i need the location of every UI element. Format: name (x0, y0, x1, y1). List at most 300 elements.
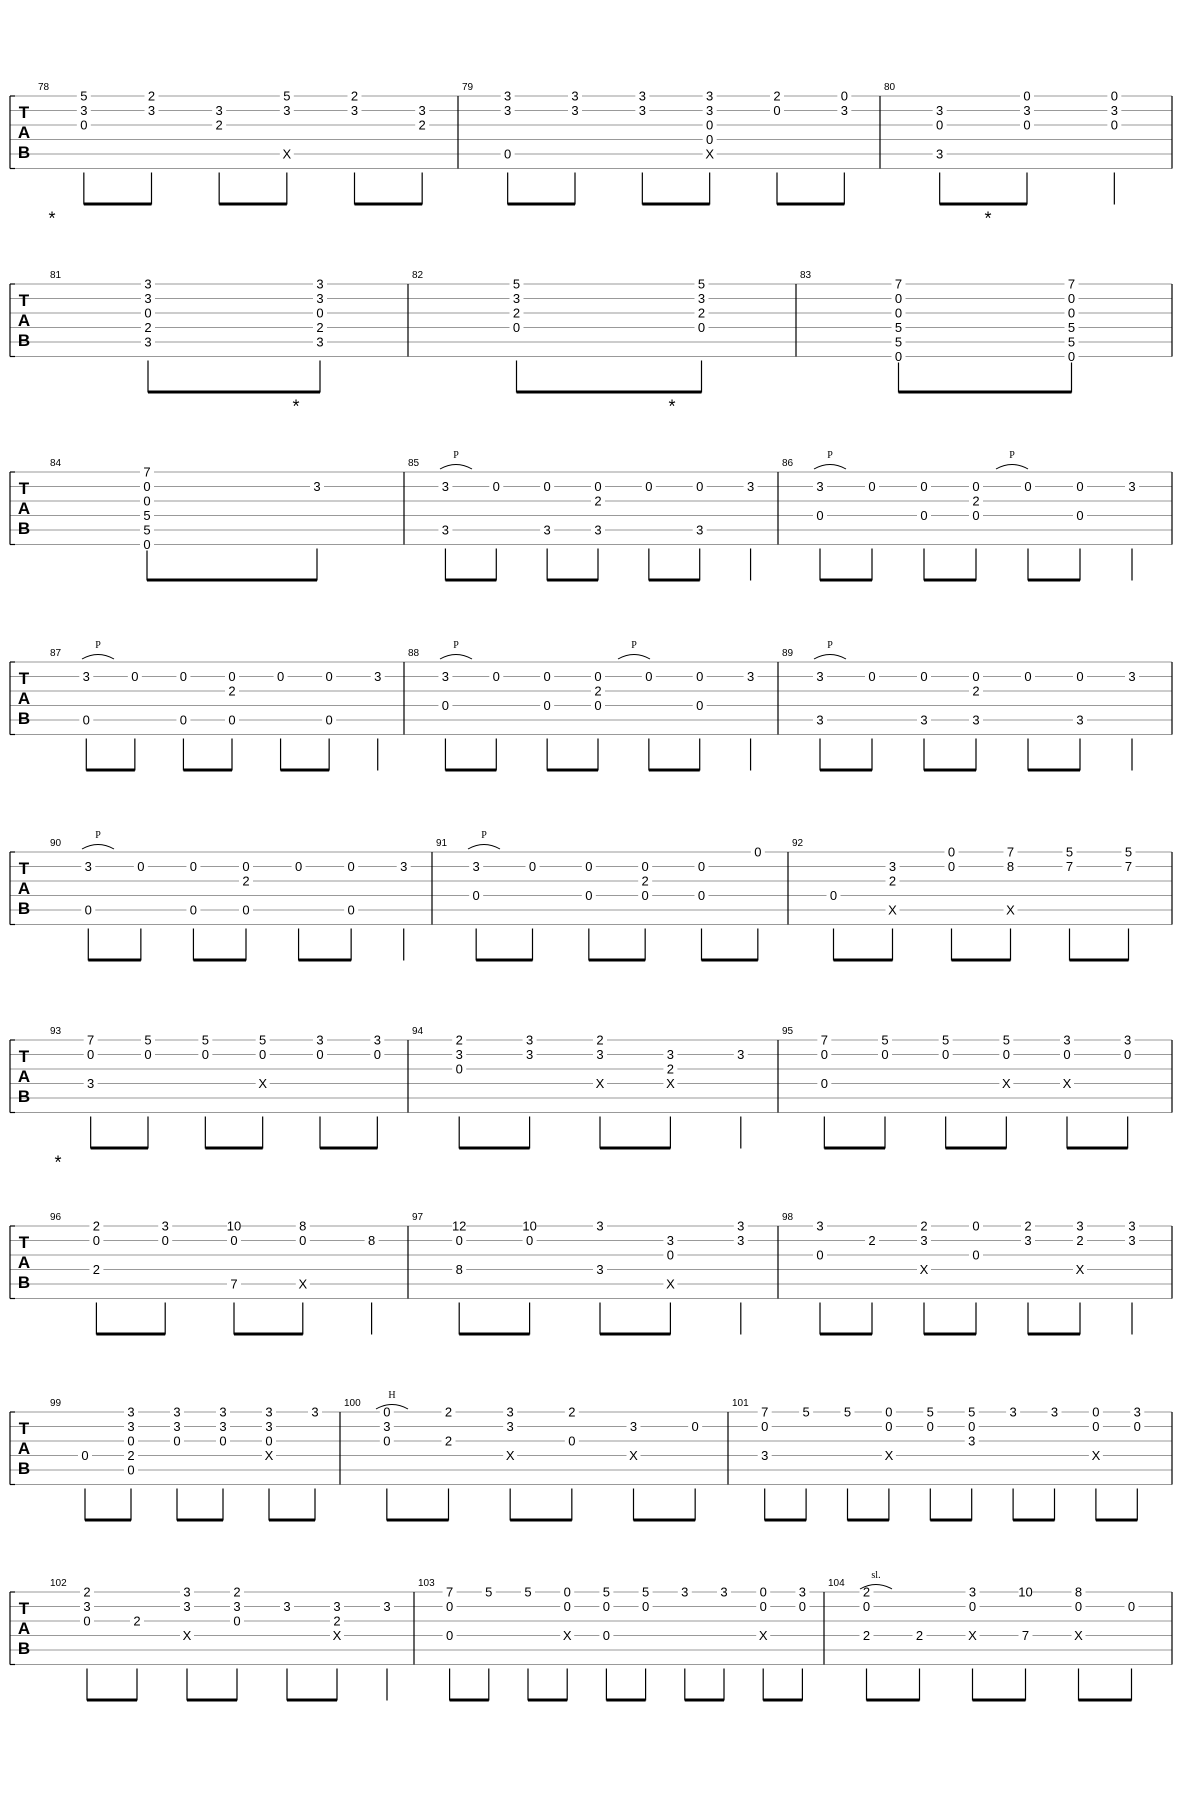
fret-number: 0 (161, 1233, 169, 1248)
fret-number: 0 (512, 320, 521, 335)
tab-clef-letter: T (18, 1419, 30, 1438)
tab-clef-letter: A (17, 123, 31, 142)
tab-clef-letter: B (17, 1273, 31, 1292)
fret-number: 8 (455, 1262, 463, 1277)
measure-number: 83 (800, 270, 812, 281)
note-beam (528, 1699, 567, 1702)
fret-number: 0 (972, 1247, 980, 1263)
fret-number: 3 (638, 103, 646, 118)
fret-number: 0 (233, 1613, 241, 1629)
tab-clef-letter: T (18, 1233, 30, 1252)
tab-clef-letter: T (18, 103, 30, 122)
note-beam (234, 1333, 303, 1336)
fret-number: 7 (445, 1584, 454, 1600)
technique-arc (468, 845, 500, 850)
note-beam (924, 1333, 976, 1336)
fret-number: 0 (92, 1233, 101, 1248)
fret-number: 0 (276, 669, 285, 684)
note-beam (88, 959, 141, 962)
fret-number: 0 (189, 902, 198, 918)
note-beam (1079, 1699, 1132, 1702)
fret-number: 0 (645, 669, 653, 684)
note-beam (946, 1147, 1007, 1150)
fret-number: 2 (127, 1448, 135, 1463)
note-beam (777, 203, 844, 206)
note-beam (685, 1699, 724, 1702)
fret-number: 3 (737, 1233, 745, 1248)
fret-number: 3 (746, 479, 755, 494)
fret-number: X (298, 1276, 308, 1292)
measure-number: 96 (50, 1212, 62, 1223)
note-beam (96, 1333, 165, 1336)
fret-number: 3 (936, 103, 944, 118)
fret-number: 2 (697, 305, 706, 321)
fret-number: 0 (968, 1599, 977, 1614)
fret-number: 5 (283, 88, 291, 104)
fret-number: 3 (840, 103, 848, 118)
fret-number: 3 (571, 88, 579, 104)
note-beam (1013, 1519, 1054, 1522)
note-beam (600, 1333, 670, 1336)
fret-number: 0 (947, 859, 956, 874)
fret-number: 7 (894, 276, 903, 292)
fret-number: 0 (127, 1433, 135, 1449)
note-beam (940, 203, 1027, 206)
fret-number: 2 (1076, 1233, 1084, 1248)
fret-number: 0 (862, 1599, 871, 1614)
fret-number: 3 (816, 669, 824, 684)
note-beam (355, 203, 423, 206)
fret-number: 0 (641, 888, 649, 903)
fret-number: 5 (894, 334, 903, 350)
fret-number: 2 (972, 683, 980, 699)
fret-number: 5 (894, 320, 903, 335)
note-beam (1028, 579, 1080, 582)
note-beam (547, 579, 598, 582)
fret-number: 3 (720, 1584, 728, 1600)
tab-clef-letter: T (18, 1047, 30, 1066)
fret-number: 0 (563, 1584, 571, 1600)
fret-number: 0 (968, 1419, 976, 1434)
fret-number: 0 (820, 1047, 828, 1062)
technique-annotation: P (827, 450, 833, 461)
fret-number: 0 (179, 669, 188, 684)
technique-arc (618, 655, 650, 660)
measure-number: 78 (38, 82, 50, 93)
fret-number: 0 (173, 1433, 181, 1449)
fret-number: 0 (1076, 669, 1084, 684)
fret-number: 0 (1067, 305, 1076, 321)
fret-number: 0 (697, 859, 706, 874)
fret-number: 0 (696, 698, 704, 713)
fret-number: 0 (84, 902, 92, 918)
fret-number: 3 (1023, 103, 1031, 118)
fret-number: 0 (816, 508, 824, 523)
fret-number: 3 (816, 712, 824, 728)
technique-arc (814, 465, 846, 470)
fret-number: 0 (143, 479, 151, 494)
note-beam (1096, 1519, 1137, 1522)
fret-number: 3 (571, 103, 579, 118)
fret-number: 0 (1067, 349, 1076, 364)
fret-number: 12 (451, 1218, 467, 1234)
fret-number: 3 (1128, 1233, 1136, 1248)
fret-number: 2 (215, 117, 223, 133)
note-beam (387, 1519, 449, 1522)
note-beam (517, 391, 702, 394)
fret-number: 0 (201, 1047, 209, 1062)
fret-number: 0 (137, 859, 145, 874)
fret-number: 5 (968, 1404, 976, 1420)
fret-number: 3 (316, 1032, 324, 1048)
technique-annotation: P (95, 830, 101, 841)
fret-number: 0 (455, 1233, 463, 1248)
fret-number: 0 (83, 1613, 91, 1629)
fret-number: 2 (144, 320, 152, 335)
fret-number: 0 (445, 1599, 454, 1614)
technique-annotation: P (453, 640, 459, 651)
fret-number: 3 (1024, 1233, 1032, 1248)
fret-number: 0 (568, 1433, 576, 1449)
fret-number: X (332, 1628, 342, 1643)
tab-clef-letter: B (17, 709, 31, 728)
fret-number: X (1062, 1076, 1072, 1091)
fret-number: 3 (374, 669, 382, 684)
fret-number: 5 (143, 508, 151, 523)
fret-number: 3 (441, 522, 450, 538)
fret-number: 0 (594, 698, 602, 713)
fret-number: 5 (697, 276, 706, 292)
fret-number: 0 (1076, 508, 1084, 523)
fret-number: 3 (525, 1032, 534, 1048)
fret-number: 3 (316, 334, 324, 350)
note-beam (508, 203, 575, 206)
fret-number: 3 (737, 1218, 745, 1234)
fret-number: 3 (233, 1599, 241, 1614)
fret-number: 3 (383, 1419, 391, 1434)
fret-number: X (629, 1448, 638, 1463)
fret-number: 0 (759, 1584, 767, 1600)
measure-number: 90 (50, 838, 62, 849)
tab-clef-letter: A (17, 1439, 31, 1458)
fret-number: 3 (316, 276, 324, 292)
note-beam (649, 769, 700, 772)
fret-number: 0 (441, 698, 450, 713)
fret-number: 0 (868, 479, 876, 494)
fret-number: X (505, 1448, 515, 1463)
fret-number: 2 (350, 88, 359, 104)
tab-clef-letter: A (17, 1253, 31, 1272)
note-beam (1070, 959, 1129, 962)
fret-number: 2 (83, 1584, 91, 1600)
fret-number: X (1091, 1448, 1101, 1463)
technique-arc (440, 655, 472, 660)
note-beam (820, 1333, 872, 1336)
fret-number: 2 (444, 1404, 453, 1420)
fret-number: 0 (641, 859, 649, 874)
note-beam (848, 1519, 889, 1522)
fret-number: 3 (373, 1032, 381, 1048)
fret-number: 3 (313, 479, 321, 494)
fret-number: 0 (1133, 1419, 1141, 1434)
fret-number: 0 (602, 1599, 611, 1614)
fret-number: 0 (881, 1047, 889, 1062)
fret-number: 3 (311, 1404, 319, 1420)
measure-number: 81 (50, 270, 62, 281)
fret-number: 0 (383, 1404, 391, 1420)
fret-number: 3 (400, 859, 408, 874)
fret-number: 3 (173, 1419, 181, 1434)
note-beam (589, 959, 645, 962)
fret-number: 3 (525, 1047, 534, 1062)
footnote-asterisk: * (668, 396, 676, 417)
measure-number: 95 (782, 1026, 794, 1037)
fret-number: 0 (1092, 1419, 1100, 1434)
measure-number: 94 (412, 1026, 424, 1037)
fret-number: 7 (87, 1032, 95, 1048)
fret-number: 0 (504, 146, 512, 162)
tab-clef-letter: T (18, 291, 30, 310)
technique-annotation: P (827, 640, 833, 651)
fret-number: X (919, 1262, 929, 1277)
tab-clef-letter: T (18, 669, 30, 688)
fret-number: 0 (563, 1599, 571, 1614)
note-beam (187, 1699, 237, 1702)
fret-number: 3 (706, 88, 714, 104)
fret-number: 5 (201, 1032, 209, 1048)
fret-number: 2 (920, 1218, 928, 1234)
fret-number: 0 (666, 1247, 675, 1263)
fret-number: 3 (183, 1584, 191, 1600)
fret-number: 0 (773, 103, 781, 118)
fret-number: 0 (947, 844, 956, 860)
fret-number: X (1074, 1628, 1083, 1643)
fret-number: 7 (230, 1276, 238, 1292)
fret-number: 0 (259, 1047, 267, 1062)
fret-number: 0 (894, 291, 903, 306)
fret-number: 3 (127, 1404, 135, 1420)
fret-number: X (1006, 902, 1015, 918)
fret-number: 0 (594, 479, 602, 494)
fret-number: 3 (594, 522, 602, 538)
fret-number: 0 (81, 1448, 89, 1463)
measure-number: 100 (344, 1398, 361, 1409)
fret-number: X (758, 1628, 768, 1643)
tab-clef-letter: T (18, 1599, 30, 1618)
fret-number: X (1075, 1262, 1085, 1277)
fret-number: 0 (1023, 88, 1031, 104)
note-beam (820, 579, 872, 582)
fret-number: 2 (862, 1584, 871, 1600)
note-beam (205, 1147, 262, 1150)
fret-number: 3 (1133, 1404, 1141, 1420)
note-beam (606, 1699, 645, 1702)
fret-number: X (888, 902, 897, 918)
fret-number: 0 (641, 1599, 650, 1614)
fret-number: 2 (972, 493, 980, 509)
fret-number: 0 (894, 349, 903, 364)
fret-number: 2 (888, 873, 897, 889)
fret-number: 3 (737, 1047, 745, 1062)
note-beam (634, 1519, 696, 1522)
fret-number: 3 (1128, 479, 1136, 494)
fret-number: 5 (602, 1584, 611, 1600)
fret-number: 0 (972, 669, 980, 684)
fret-number: 3 (512, 291, 521, 306)
measure-number: 92 (792, 838, 804, 849)
note-beam (820, 769, 872, 772)
note-beam (930, 1519, 971, 1522)
tab-clef-letter: A (17, 879, 31, 898)
technique-annotation: P (631, 640, 637, 651)
fret-number: X (666, 1076, 675, 1091)
fret-number: 0 (316, 1047, 324, 1062)
fret-number: 2 (594, 683, 602, 699)
technique-annotation: H (388, 1390, 396, 1401)
fret-number: 2 (133, 1613, 141, 1629)
fret-number: 0 (492, 479, 500, 494)
fret-number: 0 (594, 669, 602, 684)
fret-number: 3 (696, 522, 704, 538)
tab-clef-letter: B (17, 1459, 31, 1478)
note-beam (952, 959, 1011, 962)
fret-number: 0 (697, 320, 706, 335)
fret-number: 0 (543, 698, 551, 713)
note-beam (147, 579, 317, 582)
fret-number: 0 (691, 1419, 699, 1434)
fret-number: 3 (84, 859, 92, 874)
fret-number: 0 (1076, 479, 1084, 494)
fret-number: 0 (920, 479, 928, 494)
fret-number: 3 (816, 479, 824, 494)
fret-number: 3 (936, 146, 944, 162)
fret-number: 3 (1009, 1404, 1017, 1420)
fret-number: 5 (144, 1032, 152, 1048)
note-beam (281, 769, 330, 772)
fret-number: 0 (445, 1628, 454, 1643)
fret-number: 3 (127, 1419, 135, 1434)
fret-number: 0 (894, 305, 903, 321)
fret-number: 3 (504, 103, 512, 118)
fret-number: X (264, 1448, 274, 1463)
measure-number: 79 (462, 82, 474, 93)
fret-number: 0 (920, 508, 928, 523)
note-beam (1028, 1333, 1080, 1336)
fret-number: 0 (1124, 1047, 1132, 1062)
fret-number: 3 (972, 712, 980, 728)
fret-number: 0 (1024, 669, 1032, 684)
note-beam (299, 959, 352, 962)
fret-number: 2 (862, 1628, 871, 1643)
fret-number: 0 (706, 117, 714, 133)
technique-annotation: sl. (871, 1570, 881, 1581)
fret-number: 0 (926, 1419, 934, 1434)
fret-number: 0 (585, 859, 593, 874)
measure-number: 91 (436, 838, 448, 849)
fret-number: 0 (706, 132, 714, 147)
fret-number: 2 (1024, 1218, 1032, 1234)
fret-number: 2 (228, 683, 236, 699)
note-beam (91, 1147, 148, 1150)
fret-number: 0 (1063, 1047, 1071, 1062)
fret-number: 0 (1002, 1047, 1010, 1062)
measure-number: 88 (408, 648, 420, 659)
tab-clef-letter: B (17, 143, 31, 162)
fret-number: 0 (144, 305, 152, 321)
fret-number: 0 (230, 1233, 238, 1248)
fret-number: 5 (1002, 1032, 1010, 1048)
fret-number: 3 (506, 1419, 514, 1434)
fret-number: 2 (512, 305, 521, 321)
fret-number: 0 (1067, 291, 1076, 306)
fret-number: 3 (265, 1404, 273, 1420)
fret-number: 2 (455, 1032, 463, 1048)
note-beam (183, 769, 232, 772)
fret-number: 0 (972, 1218, 980, 1234)
fret-number: 0 (585, 888, 593, 903)
note-beam (824, 1147, 885, 1150)
fret-number: 0 (1110, 88, 1118, 104)
note-beam (924, 769, 976, 772)
fret-number: 0 (316, 305, 324, 321)
measure-number: 80 (884, 82, 896, 93)
fret-number: 3 (666, 1047, 675, 1062)
fret-number: 5 (1067, 320, 1076, 335)
tab-clef-letter: T (18, 479, 30, 498)
fret-number: 0 (325, 669, 333, 684)
measure-number: 98 (782, 1212, 794, 1223)
fret-number: 7 (143, 464, 151, 480)
fret-number: 0 (294, 859, 303, 874)
fret-number: 3 (629, 1419, 638, 1434)
fret-number: 0 (696, 669, 704, 684)
fret-number: 3 (920, 1233, 928, 1248)
fret-number: 8 (299, 1218, 307, 1234)
footnote-asterisk: * (54, 1152, 62, 1173)
tab-clef-letter: B (17, 1087, 31, 1106)
fret-number: 0 (228, 669, 236, 684)
tab-clef-letter: B (17, 899, 31, 918)
fret-number: 2 (594, 493, 602, 509)
footnote-asterisk: * (292, 396, 300, 417)
measure-number: 99 (50, 1398, 62, 1409)
fret-number: 0 (885, 1419, 893, 1434)
tab-clef-letter: A (17, 1067, 31, 1086)
fret-number: 0 (189, 859, 198, 874)
fret-number: 3 (183, 1599, 191, 1614)
note-beam (84, 203, 152, 206)
measure-number: 85 (408, 458, 420, 469)
fret-number: 0 (131, 669, 139, 684)
fret-number: 0 (492, 669, 500, 684)
note-beam (702, 959, 758, 962)
fret-number: 2 (773, 88, 781, 104)
fret-number: 0 (455, 1061, 463, 1077)
fret-number: 3 (798, 1584, 807, 1600)
fret-number: 3 (144, 334, 152, 350)
fret-number: 2 (233, 1584, 241, 1600)
note-beam (269, 1519, 315, 1522)
fret-number: 3 (596, 1047, 604, 1062)
note-beam (177, 1519, 223, 1522)
note-beam (148, 391, 320, 394)
note-beam (1067, 1147, 1128, 1150)
fret-number: 3 (681, 1584, 689, 1600)
tab-clef-letter: B (17, 1639, 31, 1658)
fret-number: 3 (666, 1233, 675, 1248)
note-beam (924, 579, 976, 582)
fret-number: X (968, 1628, 977, 1643)
